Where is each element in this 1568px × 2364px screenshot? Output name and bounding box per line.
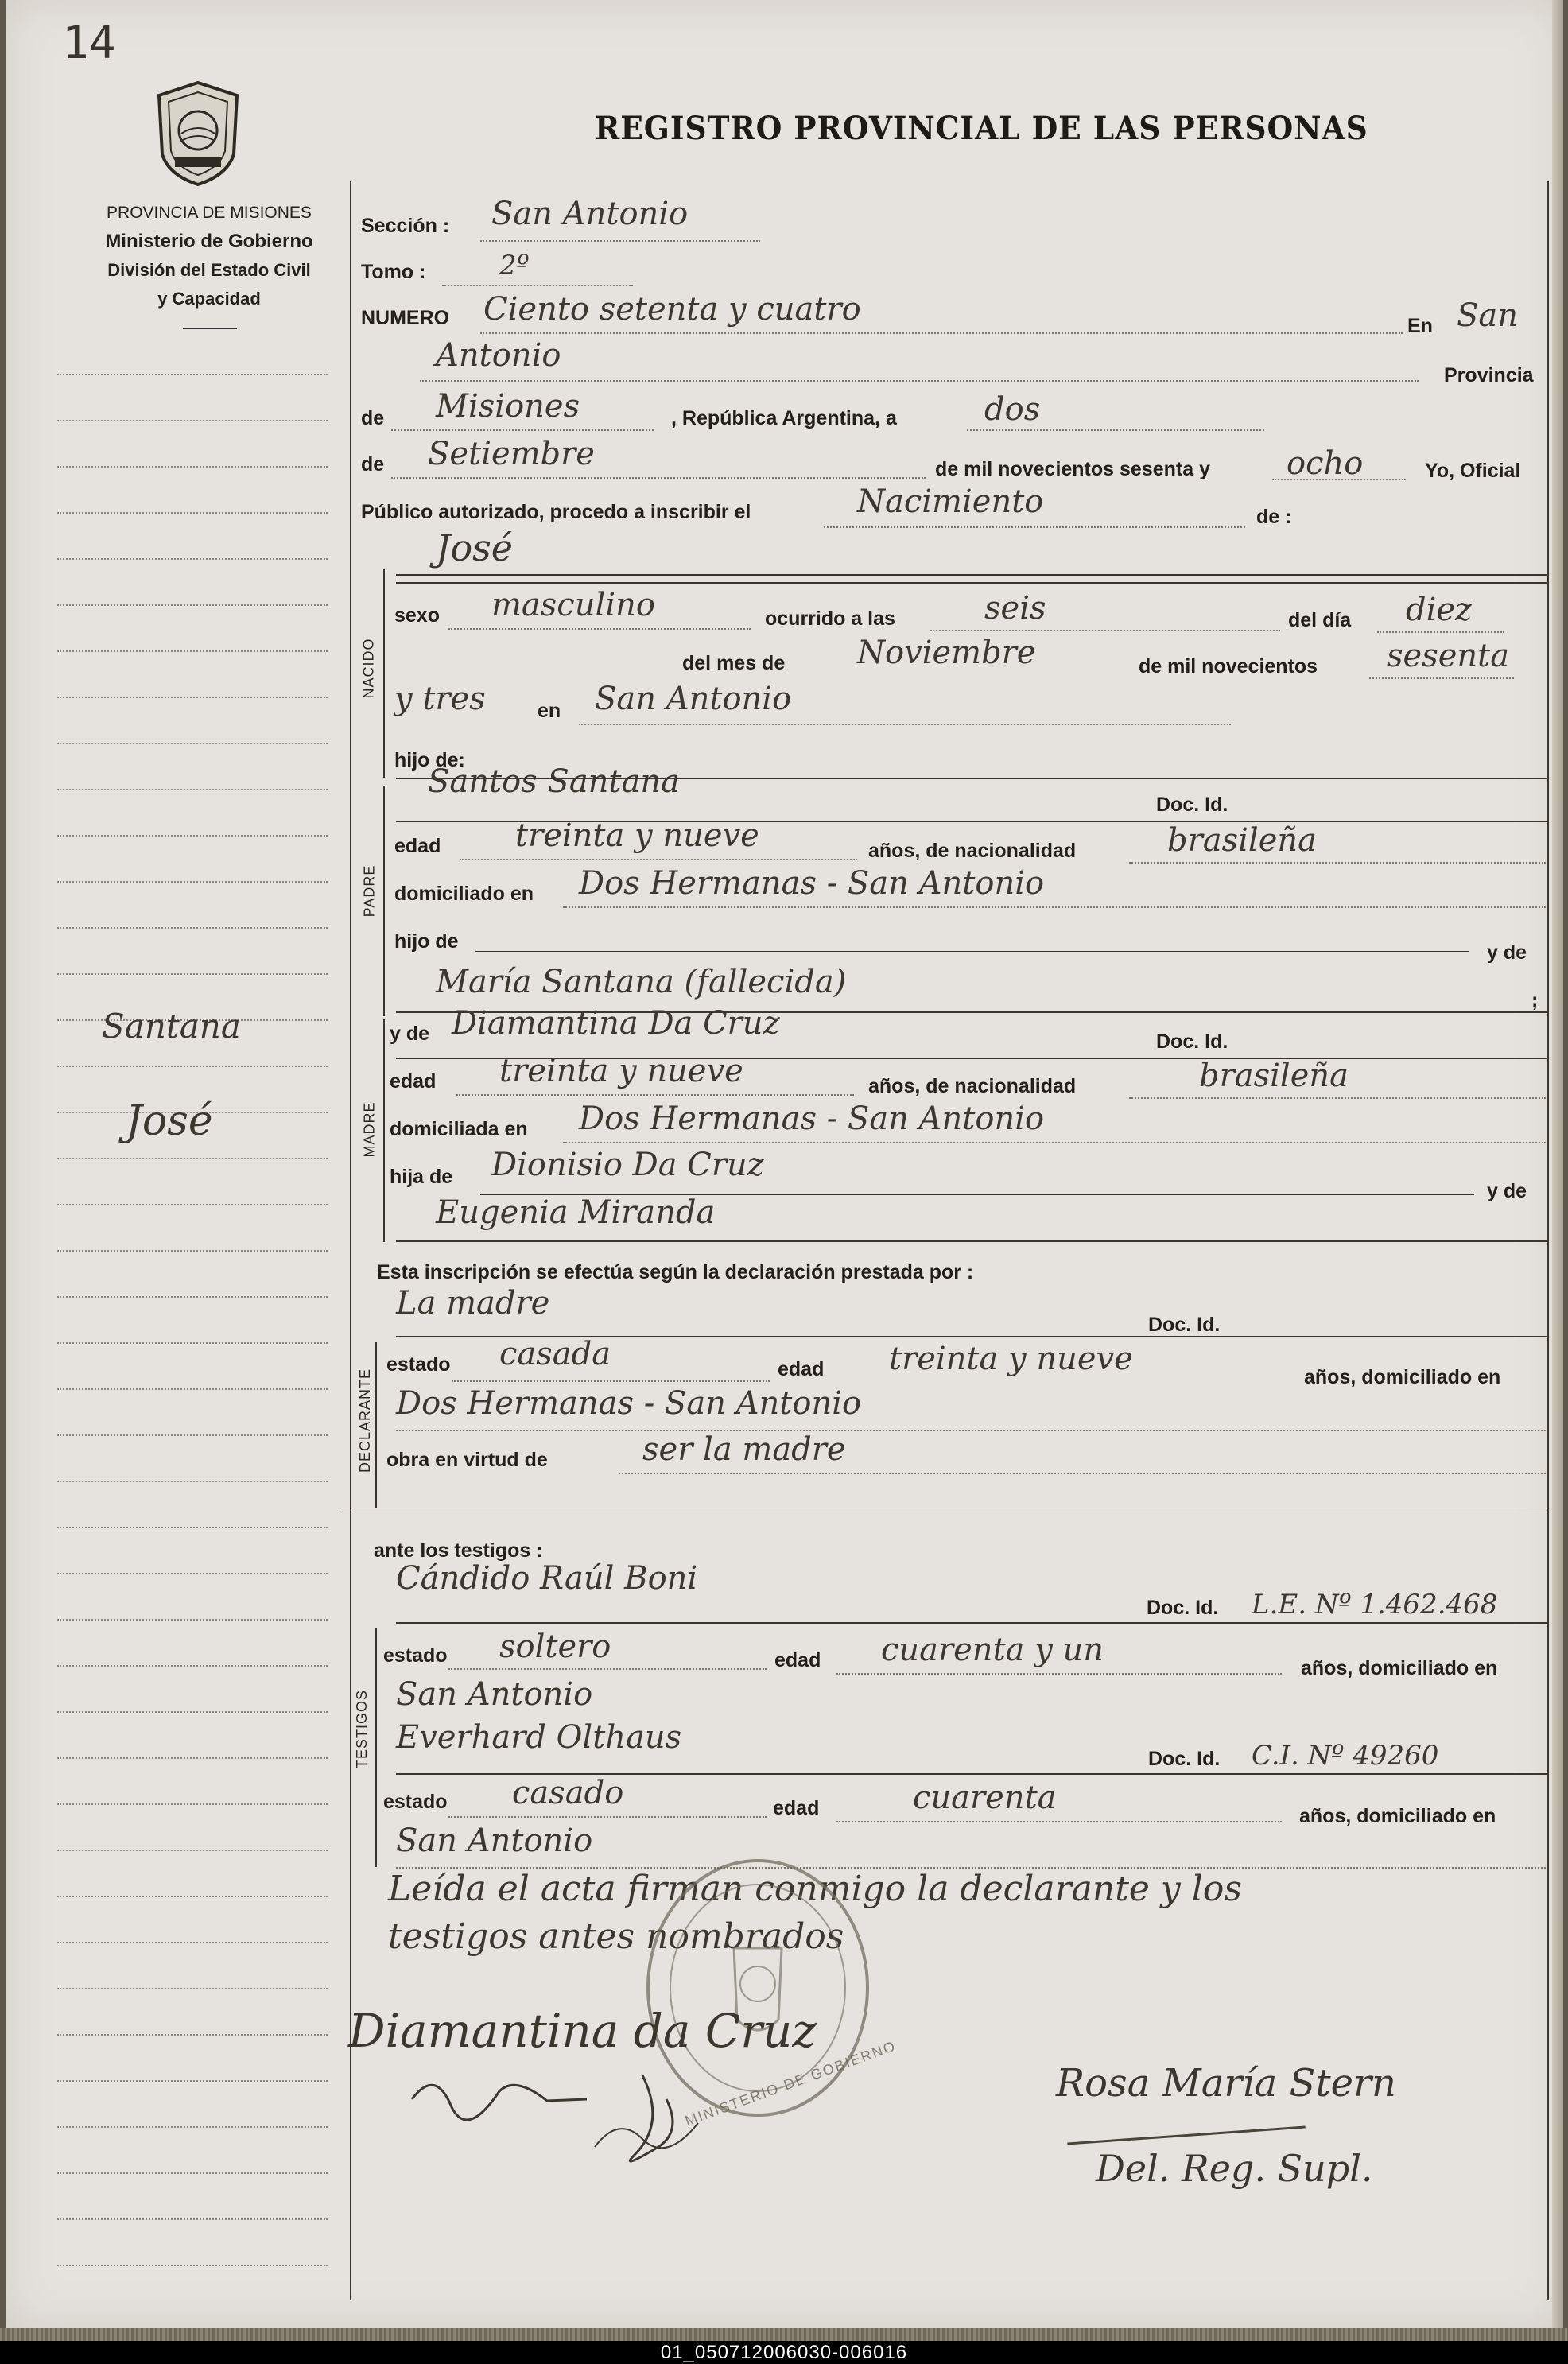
label-obra: obra en virtud de: [386, 1449, 548, 1471]
seal-text: MINISTERIO DE GOBIERNO: [682, 2037, 898, 2129]
signature-official: Rosa María Stern: [1056, 2061, 1396, 2106]
margin-line: [57, 835, 328, 837]
value-madre-nac: brasileña: [1199, 1058, 1349, 1094]
margin-line: [57, 1757, 328, 1759]
section-testigos: TESTIGOS: [354, 1689, 371, 1769]
provincial-crest-icon: [151, 78, 245, 189]
margin-line: [57, 420, 328, 421]
margin-line: [57, 1250, 328, 1252]
value-lugar-nac: San Antonio: [595, 681, 792, 717]
label-doc-t1: Doc. Id.: [1147, 1597, 1219, 1619]
value-padre-nombre: Santos Santana: [428, 763, 680, 800]
margin-line: [57, 2172, 328, 2174]
label-doc-madre: Doc. Id.: [1156, 1031, 1228, 1053]
value-tomo: 2º: [499, 250, 530, 281]
value-padre-edad: treinta y nueve: [515, 817, 759, 854]
right-border: [1547, 181, 1549, 2300]
label-dom-padre: domiciliado en: [394, 883, 534, 905]
label-ocurrido: ocurrido a las: [765, 607, 895, 630]
page-edge: [1552, 0, 1563, 2328]
label-ante: ante los testigos :: [374, 1539, 543, 1562]
value-provincia: Misiones: [436, 388, 580, 425]
margin-line: [57, 2080, 328, 2082]
binding-band: [0, 2328, 1568, 2341]
margin-line: [57, 466, 328, 468]
signature-declarant: Diamantina da Cruz: [348, 2004, 817, 2058]
margin-line: [57, 1342, 328, 1344]
margin-line: [57, 650, 328, 652]
margin-line: [57, 881, 328, 883]
value-madre-nombre: Diamantina Da Cruz: [452, 1005, 780, 1042]
value-nombre: José: [436, 526, 513, 569]
label-de-mil: de mil novecientos: [1139, 655, 1318, 677]
margin-line: [57, 1711, 328, 1713]
margin-line: [57, 789, 328, 790]
office-rule: [183, 328, 237, 329]
value-acto: Nacimiento: [857, 483, 1044, 520]
value-padre-nac: brasileña: [1167, 822, 1317, 859]
office-division: División del Estado Civil: [107, 260, 311, 280]
label-edad-padre: edad: [394, 835, 441, 857]
section-rule-declarante: [375, 1342, 377, 1508]
margin-line: [57, 1803, 328, 1805]
margin-line: [57, 374, 328, 375]
value-decl-estado: casada: [499, 1336, 611, 1372]
section-madre: MADRE: [361, 1101, 378, 1158]
section-nacido: NACIDO: [360, 638, 377, 699]
register-page: [6, 0, 1563, 2328]
label-anos-dom-decl: años, domiciliado en: [1304, 1366, 1501, 1388]
value-anio: ocho: [1287, 445, 1364, 482]
margin-line: [57, 697, 328, 698]
value-t1-estado: soltero: [499, 1628, 611, 1665]
value-sexo: masculino: [491, 587, 655, 623]
value-decl-dom: Dos Hermanas - San Antonio: [396, 1385, 862, 1422]
value-anio-nac: sesenta: [1387, 638, 1510, 674]
margin-line: [57, 558, 328, 560]
label-estado-decl: estado: [386, 1353, 451, 1376]
label-del-dia: del día: [1288, 609, 1352, 631]
label-edad-t2: edad: [773, 1797, 820, 1819]
margin-line: [57, 1434, 328, 1436]
margin-line: [57, 1481, 328, 1482]
value-madre-dom: Dos Hermanas - San Antonio: [579, 1100, 1045, 1137]
value-t2-dom: San Antonio: [396, 1822, 593, 1859]
section-rule-nacido: [383, 569, 385, 778]
section-rule-padre: [383, 786, 385, 1016]
value-seccion: San Antonio: [491, 196, 689, 232]
label-anos-dom-t1: años, domiciliado en: [1301, 1657, 1498, 1679]
margin-line: [57, 743, 328, 744]
label-nac-madre: años, de nacionalidad: [868, 1075, 1077, 1097]
label-de-mes: de: [361, 453, 385, 476]
margin-line: [57, 1850, 328, 1851]
document-title: REGISTRO PROVINCIAL DE LAS PERSONAS: [595, 110, 1368, 147]
value-padre-dom: Dos Hermanas - San Antonio: [579, 865, 1045, 902]
label-numero: NUMERO: [361, 307, 450, 329]
label-y-de-padre: y de: [1487, 941, 1527, 964]
label-en-lugar: en: [538, 700, 561, 722]
value-padre-madre: María Santana (fallecida): [436, 964, 847, 1000]
office-heading: [38, 199, 380, 313]
value-testigo2-doc: C.I. Nº 49260: [1252, 1740, 1439, 1772]
value-numero: Ciento setenta y cuatro: [483, 291, 861, 328]
value-testigo2: Everhard Olthaus: [396, 1719, 682, 1756]
label-del-mes: del mes de: [682, 652, 786, 674]
label-en: En: [1407, 315, 1433, 337]
value-mes: Setiembre: [428, 436, 595, 472]
value-t2-edad: cuarenta: [913, 1780, 1057, 1816]
value-declarante: La madre: [396, 1285, 550, 1322]
margin-line: [57, 1296, 328, 1298]
office-ministry: Ministerio de Gobierno: [105, 231, 313, 252]
label-y-de-madre: y de: [390, 1023, 430, 1045]
value-decl-obra: ser la madre: [642, 1431, 846, 1468]
image-footer-id: 01_050712006030-006016: [0, 2341, 1568, 2364]
value-testigo1-doc: L.E. Nº 1.462.468: [1252, 1589, 1498, 1621]
margin-line: [57, 1204, 328, 1205]
margin-line: [57, 973, 328, 975]
value-decl-edad: treinta y nueve: [889, 1341, 1133, 1377]
margin-line: [57, 604, 328, 606]
margin-line: [57, 1388, 328, 1390]
margin-line: [57, 1619, 328, 1621]
label-estado-t2: estado: [383, 1791, 448, 1813]
label-anos-dom-t2: años, domiciliado en: [1299, 1805, 1496, 1827]
label-declaracion: Esta inscripción se efectúa según la declaración prestada por :: [377, 1261, 974, 1283]
section-declarante: DECLARANTE: [357, 1368, 374, 1473]
label-edad-madre: edad: [390, 1070, 437, 1093]
margin-line: [57, 927, 328, 929]
value-dia: dos: [984, 391, 1041, 428]
page-number: 14: [62, 17, 116, 69]
label-publico: Público autorizado, procedo a inscribir el: [361, 501, 751, 523]
margin-line: [57, 1665, 328, 1667]
value-madre-madre: Eugenia Miranda: [436, 1194, 716, 1231]
margin-divider: [350, 181, 351, 2300]
margin-given-name: José: [126, 1097, 213, 1145]
margin-line: [57, 1527, 328, 1528]
label-tomo: Tomo :: [361, 261, 426, 283]
margin-line: [57, 1573, 328, 1574]
margin-line: [57, 2265, 328, 2266]
label-doc-padre: Doc. Id.: [1156, 794, 1228, 816]
label-doc-t2: Doc. Id.: [1148, 1748, 1221, 1770]
label-edad-decl: edad: [778, 1358, 825, 1380]
label-mil-sesenta: de mil novecientos sesenta y: [935, 458, 1210, 480]
label-hijo-de: hijo de:: [394, 749, 465, 771]
value-hora: seis: [984, 590, 1046, 627]
margin-line: [57, 1988, 328, 1989]
section-rule-testigos: [375, 1628, 377, 1867]
section-padre: PADRE: [361, 864, 378, 918]
label-yo-oficial: Yo, Oficial: [1425, 460, 1521, 482]
label-hijo-de-padre: hijo de: [394, 930, 459, 953]
signature-witness-icon: [404, 2052, 817, 2171]
label-hija-de: hija de: [390, 1166, 453, 1188]
margin-line: [57, 2126, 328, 2128]
label-provincia: Provincia: [1444, 364, 1534, 386]
office-province: PROVINCIA DE MISIONES: [107, 204, 312, 222]
official-title: Del. Reg. Supl.: [1096, 2147, 1373, 2190]
label-de-colon: de :: [1256, 506, 1292, 528]
margin-line: [57, 1896, 328, 1897]
closing-line-2: testigos antes nombrados: [388, 1916, 844, 1957]
office-capacity: y Capacidad: [157, 289, 261, 309]
value-madre-edad: treinta y nueve: [499, 1053, 743, 1089]
margin-line: [57, 2218, 328, 2220]
value-mes-nac: Noviembre: [857, 635, 1036, 671]
closing-line-1: Leída el acta firman conmigo la declarante y los: [388, 1869, 1242, 1909]
value-en: San: [1457, 297, 1519, 334]
label-y-de-madre2: y de: [1487, 1180, 1527, 1202]
label-republica: , República Argentina, a: [671, 407, 897, 429]
label-dom-madre: domiciliada en: [390, 1118, 528, 1140]
label-edad-t1: edad: [774, 1649, 821, 1671]
value-t2-estado: casado: [512, 1775, 624, 1811]
label-semicolon: ;: [1531, 989, 1539, 1011]
label-nac-padre: años, de nacionalidad: [868, 840, 1077, 862]
value-testigo1: Cándido Raúl Boni: [396, 1560, 698, 1597]
margin-line: [57, 1066, 328, 1067]
value-anio-nac-cont: y tres: [394, 681, 486, 717]
label-sexo: sexo: [394, 604, 440, 627]
value-madre-padre: Dionisio Da Cruz: [491, 1147, 764, 1183]
value-dia-nac: diez: [1406, 592, 1473, 628]
margin-line: [57, 512, 328, 514]
section-rule-madre: [383, 1019, 385, 1242]
label-doc-decl: Doc. Id.: [1148, 1314, 1221, 1336]
margin-surname: Santana: [102, 1007, 241, 1046]
value-t1-edad: cuarenta y un: [881, 1632, 1104, 1668]
label-estado-t1: estado: [383, 1644, 448, 1667]
margin-line: [57, 2034, 328, 2036]
label-de-provincia: de: [361, 407, 385, 429]
label-seccion: Sección :: [361, 215, 450, 237]
value-t1-dom: San Antonio: [396, 1676, 593, 1713]
margin-line: [57, 1942, 328, 1943]
value-en-cont: Antonio: [436, 337, 561, 374]
margin-line: [57, 1158, 328, 1159]
